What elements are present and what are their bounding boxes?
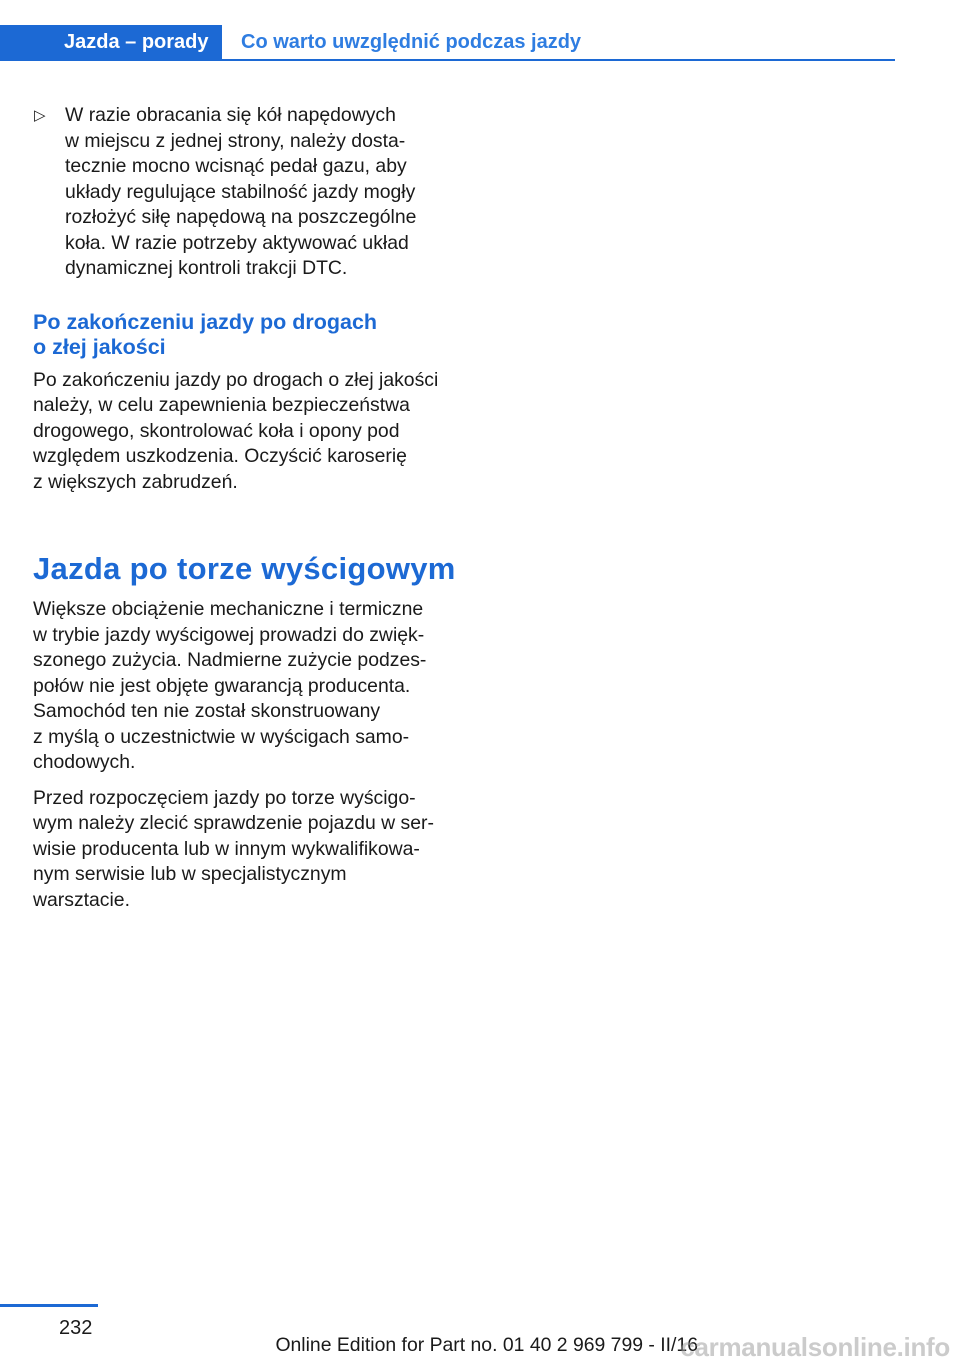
bullet-item bbox=[33, 103, 453, 282]
bullet-line: rozłożyć siłę napędową na poszczególne bbox=[65, 206, 417, 228]
paragraph-line: Samochód ten nie został skonstruowany bbox=[33, 700, 381, 722]
subsection-heading-line: Po zakończeniu jazdy po drogach bbox=[33, 309, 378, 334]
section-heading: Jazda po torze wyścigowym bbox=[33, 551, 456, 586]
footer-edition-text: Online Edition for Part no. 01 40 2 969 799 - II/16 bbox=[275, 1334, 698, 1356]
paragraph-line: wisie producenta lub w innym wykwalifikowa- bbox=[33, 837, 420, 860]
page-number: 232 bbox=[59, 1317, 93, 1339]
header-rule-left bbox=[0, 59, 222, 61]
paragraph-line: Większe obciążenie mechaniczne i termiczne bbox=[33, 598, 424, 620]
watermark: carmanualsonline.info bbox=[680, 1332, 950, 1362]
paragraph-line: nym serwisie lub w specjalistycznym bbox=[33, 863, 347, 885]
page-header bbox=[0, 25, 895, 62]
header-chapter-title: Co warto uwzględnić podczas jazdy bbox=[241, 31, 582, 53]
subsection-heading-line: o złej jakości bbox=[33, 335, 166, 359]
bullet-line: tecznie mocno wcisnąć pedał gazu, aby bbox=[65, 155, 407, 177]
paragraph-line: z większych zabrudzeń. bbox=[33, 470, 238, 493]
subsection-paragraph bbox=[33, 368, 453, 496]
header-section-title: Jazda – porady bbox=[0, 25, 222, 60]
paragraph-line: wym należy zlecić sprawdzenie pojazdu w ser- bbox=[33, 812, 434, 834]
paragraph-line: w trybie jazdy wyścigowej prowadzi do zwięk- bbox=[33, 623, 425, 646]
subsection-heading bbox=[33, 310, 453, 361]
spacer bbox=[33, 505, 453, 551]
paragraph-line: drogowego, skontrolować koła i opony pod bbox=[33, 419, 400, 442]
footer-rule bbox=[0, 1304, 98, 1307]
bullet-line: dynamicznej kontroli trakcji DTC. bbox=[65, 257, 348, 279]
paragraph-line: należy, w celu zapewnienia bezpieczeństwa bbox=[33, 394, 410, 416]
bullet-line: koła. W razie potrzeby aktywować układ bbox=[65, 231, 409, 254]
bullet-line: w miejscu z jednej strony, należy dosta- bbox=[65, 129, 406, 152]
section-paragraph-2 bbox=[33, 786, 453, 914]
paragraph-line: szonego zużycia. Nadmierne zużycie podzes- bbox=[33, 649, 427, 671]
paragraph-line: połów nie jest objęte gwarancją producenta. bbox=[33, 674, 411, 697]
bullet-line: układy regulujące stabilność jazdy mogły bbox=[65, 180, 416, 203]
bullet-line: W razie obracania się kół napędowych bbox=[65, 104, 396, 126]
paragraph-line: warsztacie. bbox=[33, 888, 130, 911]
paragraph-line: chodowych. bbox=[33, 751, 136, 773]
paragraph-line: względem uszkodzenia. Oczyścić karoserię bbox=[33, 445, 407, 467]
paragraph-line: Po zakończeniu jazdy po drogach o złej jakości bbox=[33, 368, 439, 391]
paragraph-line: Przed rozpoczęciem jazdy po torze wyścigo- bbox=[33, 786, 416, 809]
triangle-bullet-icon: ▷ bbox=[34, 107, 46, 124]
page-content bbox=[33, 103, 456, 923]
header-rule bbox=[222, 59, 895, 61]
paragraph-line: z myślą o uczestnictwie w wyścigach samo- bbox=[33, 725, 410, 748]
section-paragraph-1 bbox=[33, 597, 453, 776]
